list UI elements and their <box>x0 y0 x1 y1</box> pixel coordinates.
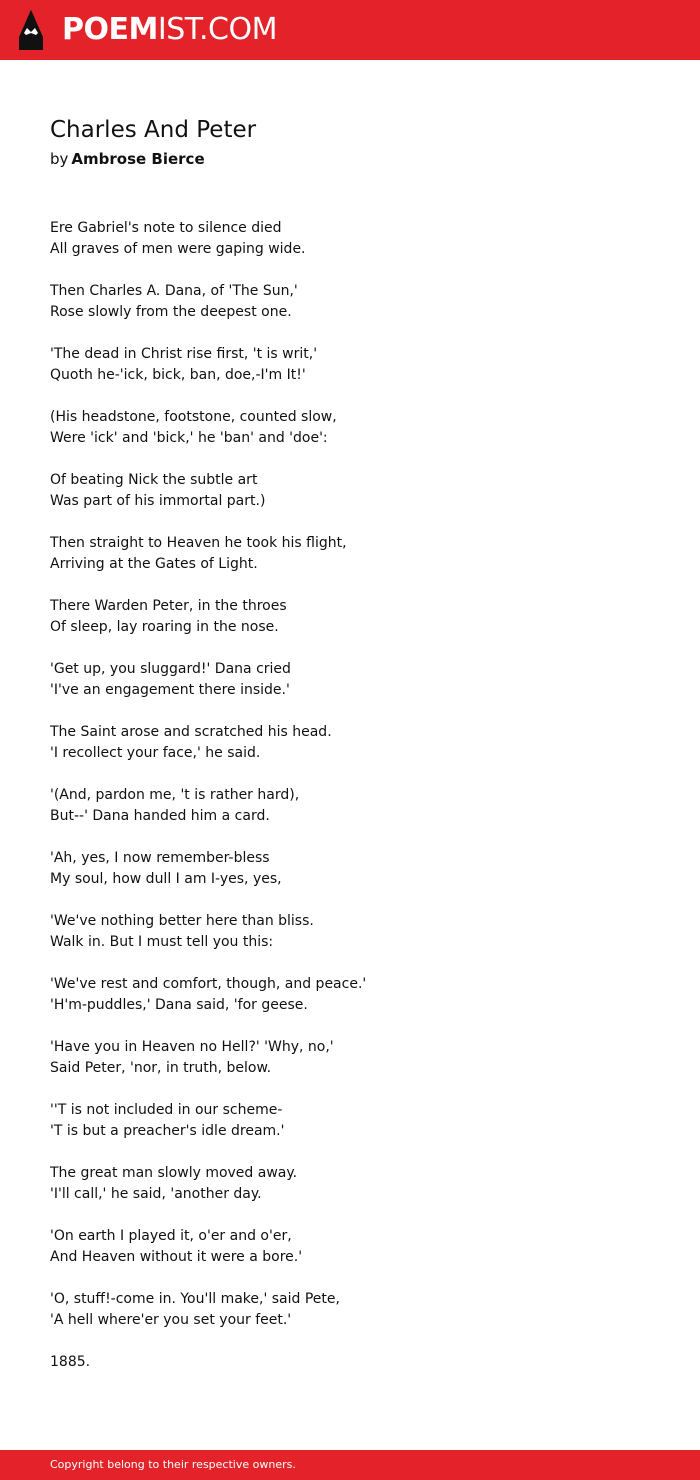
poem-line: There Warden Peter, in the throes <box>50 598 287 614</box>
poem-stanza <box>50 596 650 638</box>
poem-line: 'I've an engagement there inside.' <box>50 682 290 698</box>
poem-line: 'H'm-puddles,' Dana said, 'for geese. <box>50 997 308 1013</box>
poem-line: Of beating Nick the subtle art <box>50 472 258 488</box>
poem-line: 'We've nothing better here than bliss. <box>50 913 314 929</box>
poem-line: 'The dead in Christ rise first, 't is writ,' <box>50 346 318 362</box>
poem-line: The great man slowly moved away. <box>50 1165 298 1181</box>
poem-stanza <box>50 785 650 827</box>
poem-stanza <box>50 1037 650 1079</box>
poem-stanza <box>50 470 650 512</box>
poem-line: 'On earth I played it, o'er and o'er, <box>50 1228 292 1244</box>
poem-body <box>50 218 650 1394</box>
poem-line: 'I'll call,' he said, 'another day. <box>50 1186 262 1202</box>
poem-stanza <box>50 407 650 449</box>
poem-line: 'I recollect your face,' he said. <box>50 745 261 761</box>
poem-stanza <box>50 1226 650 1268</box>
poem-byline <box>50 148 205 170</box>
poem-line: Then straight to Heaven he took his flight, <box>50 535 347 551</box>
logo-light-text: IST.COM <box>157 12 277 47</box>
poem-line: But--' Dana handed him a card. <box>50 808 270 824</box>
logo-bold-text: POEM <box>62 12 158 47</box>
poem-stanza <box>50 281 650 323</box>
poem-stanza <box>50 533 650 575</box>
site-logo[interactable] <box>62 11 277 49</box>
poem-stanza <box>50 1100 650 1142</box>
poem-line: The Saint arose and scratched his head. <box>50 724 332 740</box>
pencil-icon[interactable] <box>18 9 44 51</box>
poem-line: 1885. <box>50 1354 91 1370</box>
poem-line: Then Charles A. Dana, of 'The Sun,' <box>50 283 298 299</box>
poem-line: And Heaven without it were a bore.' <box>50 1249 303 1265</box>
poem-line: Ere Gabriel's note to silence died <box>50 220 282 236</box>
site-footer <box>0 1450 700 1480</box>
poem-line: 'T is but a preacher's idle dream.' <box>50 1123 285 1139</box>
poem-stanza <box>50 1163 650 1205</box>
poem-line: Quoth he-'ick, bick, ban, doe,-I'm It!' <box>50 367 306 383</box>
poem-stanza <box>50 722 650 764</box>
poem-line: 'Ah, yes, I now remember-bless <box>50 850 270 866</box>
poem-stanza <box>50 974 650 1016</box>
author-name[interactable]: Ambrose Bierce <box>71 150 205 168</box>
poem-line: 'A hell where'er you set your feet.' <box>50 1312 292 1328</box>
poem-stanza <box>50 659 650 701</box>
poem-title: Charles And Peter <box>50 117 257 143</box>
poem-stanza <box>50 218 650 260</box>
poem-stanza <box>50 1352 650 1373</box>
poem-line: Said Peter, 'nor, in truth, below. <box>50 1060 272 1076</box>
poem-stanza <box>50 848 650 890</box>
poem-line: 'Have you in Heaven no Hell?' 'Why, no,' <box>50 1039 334 1055</box>
poem-stanza <box>50 1289 650 1331</box>
site-header <box>0 0 700 60</box>
poem-line: Walk in. But I must tell you this: <box>50 934 274 950</box>
byline-prefix: by <box>50 150 69 168</box>
poem-line: 'We've rest and comfort, though, and peace.' <box>50 976 367 992</box>
poem-line: My soul, how dull I am I-yes, yes, <box>50 871 282 887</box>
poem-line: All graves of men were gaping wide. <box>50 241 306 257</box>
poem-line: Was part of his immortal part.) <box>50 493 266 509</box>
poem-stanza <box>50 911 650 953</box>
poem-line: 'Get up, you sluggard!' Dana cried <box>50 661 291 677</box>
poem-line: Arriving at the Gates of Light. <box>50 556 258 572</box>
poem-stanza <box>50 344 650 386</box>
poem-line: (His headstone, footstone, counted slow, <box>50 409 337 425</box>
poem-line: Rose slowly from the deepest one. <box>50 304 292 320</box>
poem-line: 'O, stuff!-come in. You'll make,' said Pete, <box>50 1291 340 1307</box>
poem-line: ''T is not included in our scheme- <box>50 1102 283 1118</box>
copyright-notice: Copyright belong to their respective owners. <box>50 1458 296 1471</box>
poem-line: Of sleep, lay roaring in the nose. <box>50 619 279 635</box>
poem-line: '(And, pardon me, 't is rather hard), <box>50 787 300 803</box>
poem-line: Were 'ick' and 'bick,' he 'ban' and 'doe': <box>50 430 328 446</box>
